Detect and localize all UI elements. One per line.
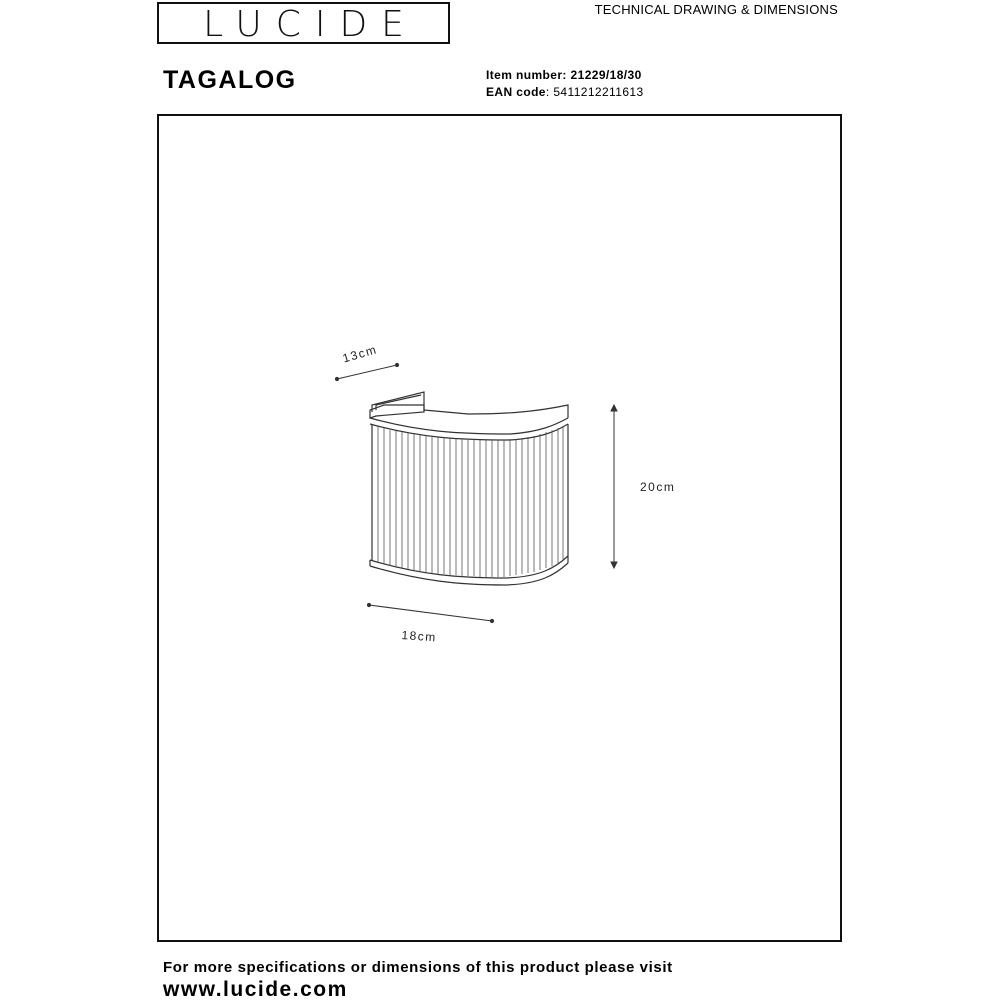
- item-number-label: Item number: [486, 68, 563, 82]
- width-dimension-line: [367, 603, 493, 622]
- item-number-value: : 21229/18/30: [562, 68, 642, 82]
- height-dimension-line: [611, 405, 617, 568]
- footer-text: For more specifications or dimensions of this product please visit: [163, 959, 673, 976]
- wall-lamp-drawing: [370, 392, 568, 585]
- lamp-ribs: [378, 426, 563, 577]
- ean-code-value: : 5411212211613: [545, 85, 644, 99]
- product-name: TAGALOG: [163, 66, 297, 94]
- logo-text: LUCIDE: [203, 4, 418, 45]
- ean-code-label: EAN code: [486, 85, 546, 99]
- width-label: 18cm: [401, 628, 438, 645]
- height-label: 20cm: [640, 480, 676, 494]
- depth-dimension-line: [335, 363, 398, 380]
- website-link[interactable]: www.lucide.com: [163, 978, 348, 1001]
- depth-label: 13cm: [341, 342, 379, 366]
- document-type: TECHNICAL DRAWING & DIMENSIONS: [594, 2, 838, 17]
